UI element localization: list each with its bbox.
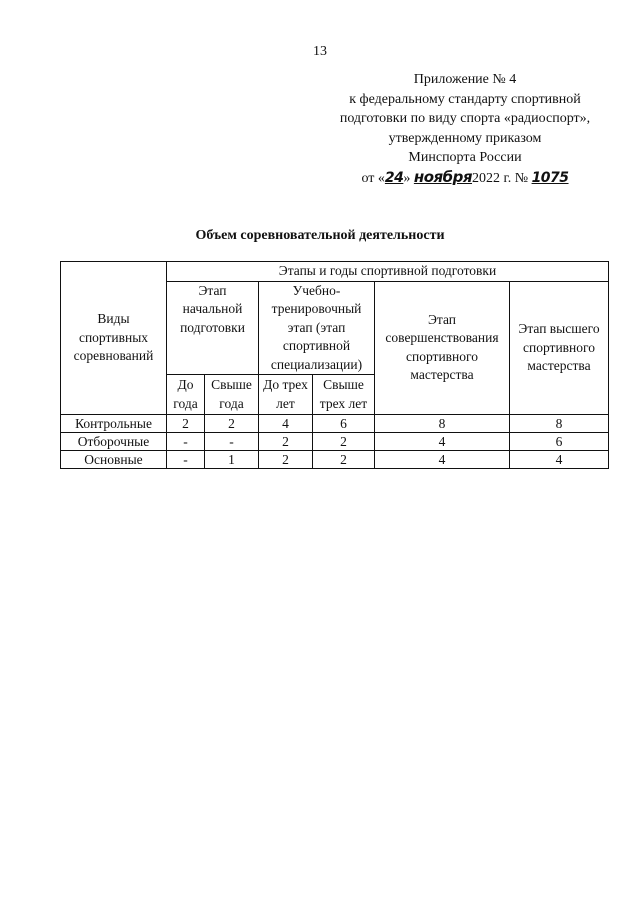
- group-header-cell: Этапы и годы спортивной подготовки: [167, 262, 609, 282]
- row-header-cell: Виды спортивных соревнований: [61, 262, 167, 415]
- subheader-training-1: До трех лет: [259, 375, 313, 415]
- stage-training-header: Учебно-тренировочный этап (этап спортивной специализации): [259, 281, 375, 375]
- table-cell: 2: [259, 433, 313, 451]
- row-label: Основные: [61, 451, 167, 469]
- table-cell: 8: [510, 415, 609, 433]
- table-cell: 2: [167, 415, 205, 433]
- page-number: 13: [313, 44, 327, 59]
- handwritten-month: ноября: [413, 167, 473, 186]
- table-cell: 6: [510, 433, 609, 451]
- appendix-title: Приложение № 4: [413, 72, 517, 87]
- table-row: [61, 415, 609, 433]
- table-cell: 4: [510, 451, 609, 469]
- table-cell: 2: [313, 451, 375, 469]
- competition-volume-table: [60, 261, 609, 469]
- row-label: Контрольные: [61, 415, 167, 433]
- table-cell: -: [205, 433, 259, 451]
- subheader-training-2: Свыше трех лет: [313, 375, 375, 415]
- stage-higher-header: Этап высшего спортивного мастерства: [510, 281, 609, 415]
- appendix-line: утвержденному приказом: [388, 130, 542, 146]
- appendix-line: Минспорта России: [408, 150, 522, 165]
- table-cell: 4: [375, 451, 510, 469]
- order-date-line: [300, 168, 630, 189]
- document-title: Объем соревновательной деятельности: [195, 228, 445, 243]
- table-cell: 2: [259, 451, 313, 469]
- table-cell: 6: [313, 415, 375, 433]
- stage-initial-header: Этап начальной подготовки: [167, 281, 259, 375]
- table-cell: 1: [205, 451, 259, 469]
- date-prefix: от «: [361, 170, 385, 186]
- year-part: 2022 г. №: [472, 170, 529, 186]
- handwritten-day: 24: [384, 169, 404, 186]
- handwritten-order-number: 1075: [531, 169, 569, 186]
- subheader-initial-1: До года: [167, 375, 205, 415]
- table-cell: -: [167, 433, 205, 451]
- stage-improvement-header: Этап совершенствования спортивного мастерства: [375, 281, 510, 415]
- table-row: [61, 433, 609, 451]
- appendix-line: подготовки по виду спорта «радиоспорт»,: [339, 111, 591, 126]
- subheader-initial-2: Свыше года: [205, 375, 259, 415]
- table-cell: 4: [375, 433, 510, 451]
- date-mid: »: [403, 170, 411, 186]
- table-cell: 2: [205, 415, 259, 433]
- table-cell: 2: [313, 433, 375, 451]
- appendix-header: [300, 70, 630, 188]
- table-cell: -: [167, 451, 205, 469]
- table-row: [61, 451, 609, 469]
- appendix-line: к федеральному стандарту спортивной: [349, 91, 581, 107]
- row-label: Отборочные: [61, 433, 167, 451]
- table-cell: 4: [259, 415, 313, 433]
- table-cell: 8: [375, 415, 510, 433]
